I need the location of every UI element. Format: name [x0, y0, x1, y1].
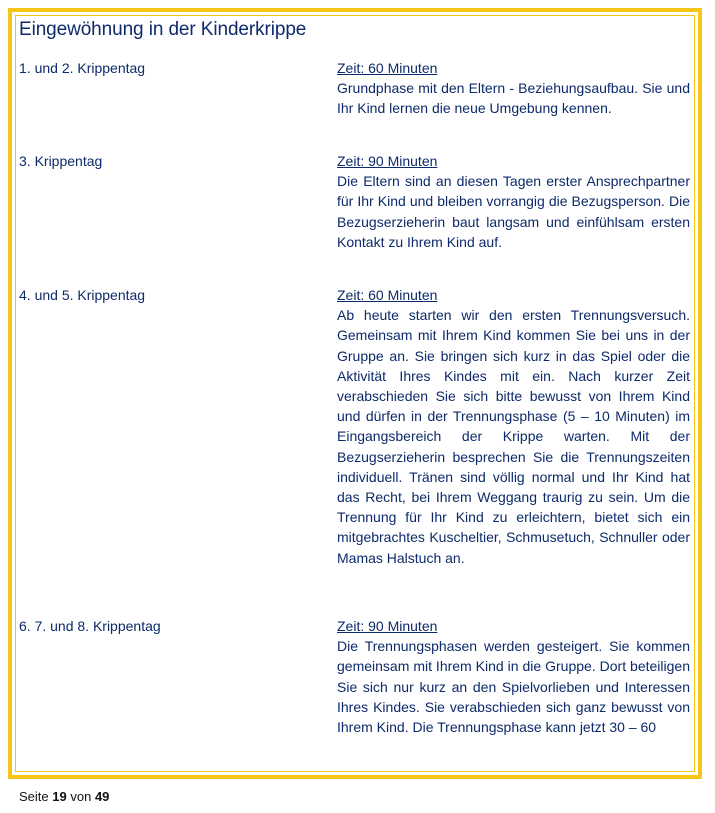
description-block — [337, 616, 690, 737]
duration-label: Zeit: 90 Minuten — [337, 618, 438, 634]
day-label: 1. und 2. Krippentag — [19, 60, 146, 76]
duration-label: Zeit: 60 Minuten — [337, 287, 438, 303]
total-page-number: 49 — [94, 789, 110, 804]
day-label: 6. 7. und 8. Krippentag — [19, 618, 161, 634]
page-footer — [19, 789, 109, 804]
description-text: Grundphase mit den Eltern - Beziehungsaufbau. Sie und Ihr Kind lernen die neue Umgebung kennen. — [337, 80, 690, 117]
footer-middle: von — [70, 789, 92, 804]
description-block — [337, 285, 690, 568]
description-text: Die Trennungsphasen werden gesteigert. Sie kommen gemeinsam mit Ihrem Kind in die Gruppe. Dort beteiligen Sie sich nur kurz an den Spielvorlieben und Interessen Ihres Kindes. Sie verabschieden sich ganz bewusst von Ihrem Kind. Die Trennungsphase kann jetzt 30 – 60 — [337, 638, 690, 736]
description-text: Ab heute starten wir den ersten Trennungsversuch. Gemeinsam mit Ihrem Kind kommen Sie bei uns in der Gruppe an. Sie bringen sich kurz in das Spiel oder die Aktivität Ihres Kindes mit ein. Nach kurzer Zeit verabschieden Sie sich bitte bewusst von Ihrem Kind und dürfen in der Trennungsphase (5 – 10 Minuten) im Eingangsbereich der Krippe warten. Mit der Bezugserzieherin besprechen Sie die Trennungszeiten individuell. Tränen sind völlig normal und Ihr Kind hat das Recht, bei Ihrem Weggang traurig zu sein. Um die Trennung für Ihr Kind zu erleichtern, bietet sich ein mitgebrachtes Kuscheltier, Schmusetuch, Schnuller oder Mamas Halstuch an. — [337, 307, 690, 566]
day-label: 3. Krippentag — [19, 153, 103, 169]
day-label: 4. und 5. Krippentag — [19, 287, 146, 303]
footer-prefix: Seite — [19, 789, 49, 804]
duration-label: Zeit: 60 Minuten — [337, 60, 438, 76]
page-title: Eingewöhnung in der Kinderkrippe — [19, 19, 307, 40]
description-block — [337, 151, 690, 252]
description-text: Die Eltern sind an diesen Tagen erster Ansprechpartner für Ihr Kind und bleiben vorrangig die Bezugsperson. Die Bezugserzieherin baut langsam und einfühlsam ersten Kontakt zu Ihrem Kind auf. — [337, 173, 690, 250]
description-block — [337, 58, 690, 119]
current-page-number: 19 — [52, 789, 67, 804]
duration-label: Zeit: 90 Minuten — [337, 153, 438, 169]
